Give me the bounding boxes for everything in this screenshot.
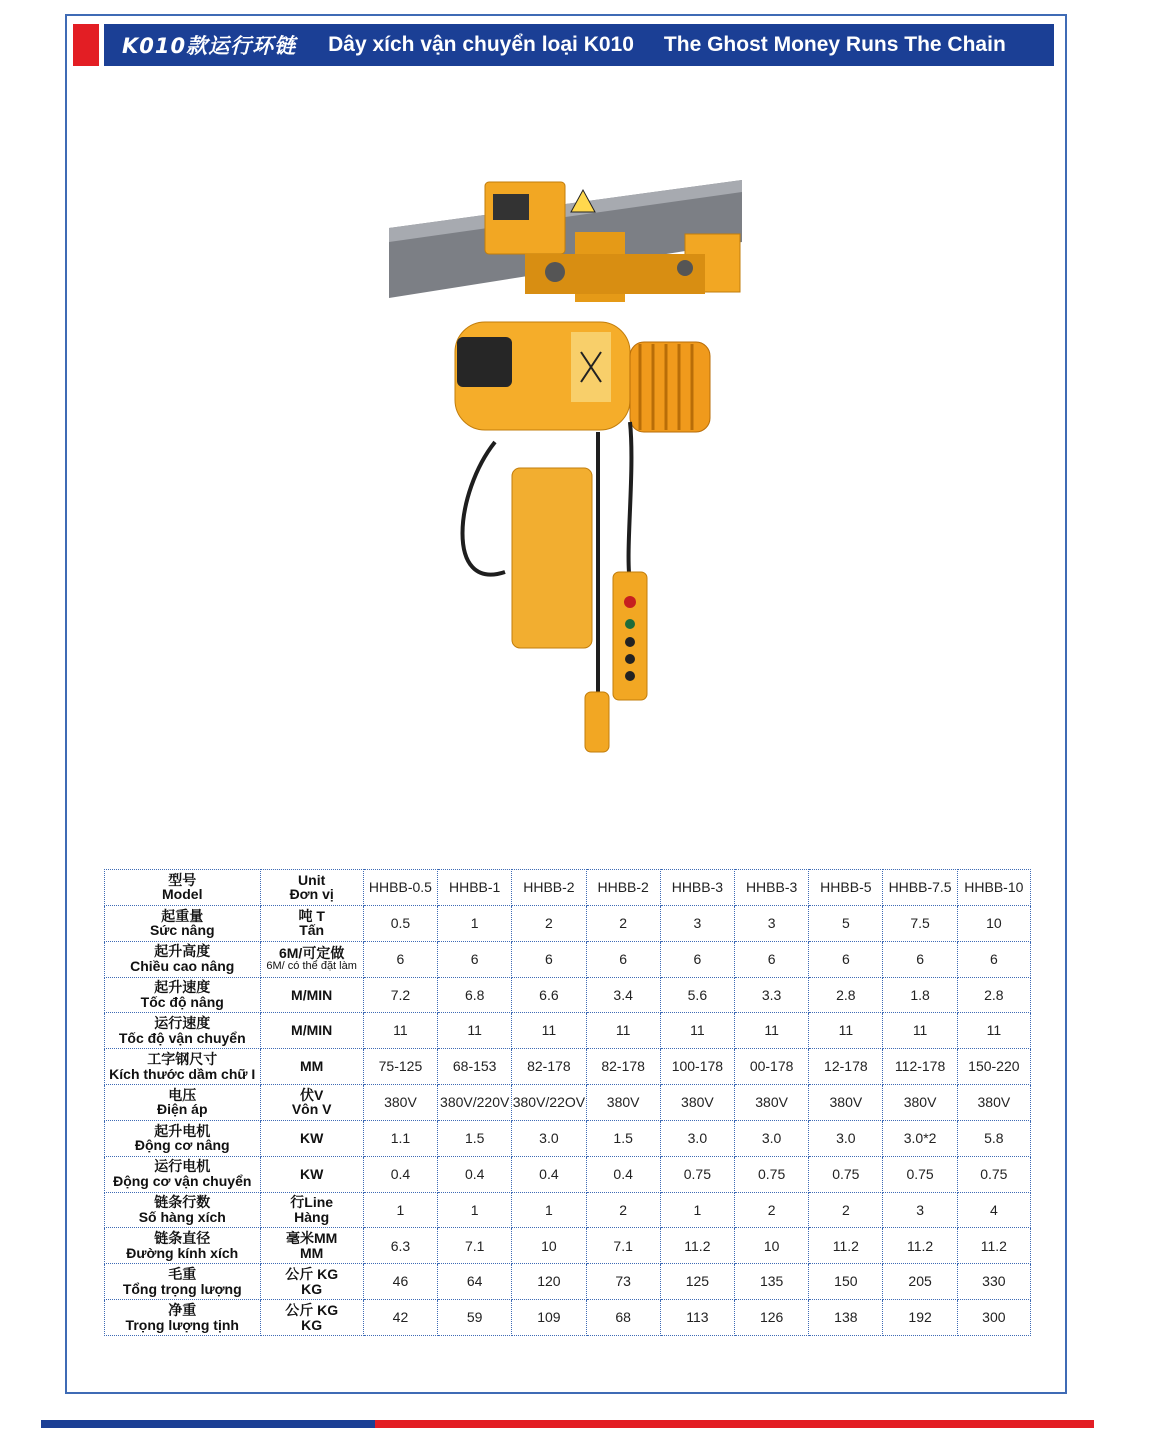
spec-row (105, 905, 1031, 941)
spec-value-cell: 0.75 (809, 1156, 883, 1192)
spec-value-cell: 380V (809, 1085, 883, 1121)
spec-value-cell: 3 (883, 1192, 957, 1228)
spec-value-cell: 11.2 (809, 1228, 883, 1264)
label-cn: 起升速度 (154, 979, 211, 996)
spec-value-cell: 64 (438, 1264, 512, 1300)
model-cell: HHBB-2 (512, 870, 586, 906)
spec-value-cell: 00-178 (735, 1049, 809, 1085)
spec-table (104, 869, 1031, 1336)
spec-value-cell: 0.75 (957, 1156, 1030, 1192)
header-bar (104, 24, 1054, 66)
spec-value-cell: 138 (809, 1300, 883, 1336)
label-vi: Đường kính xích (126, 1244, 239, 1261)
spec-value-cell: 0.4 (512, 1156, 586, 1192)
unit-line-1: 伏V (299, 1086, 324, 1103)
vietnamese-title: Dây xích vận chuyển loại K010 (328, 33, 634, 56)
spec-unit-cell (260, 1264, 363, 1300)
label-vi: Chiều cao nâng (130, 958, 235, 975)
label-vi: Động cơ nâng (134, 1137, 230, 1154)
spec-unit-cell (260, 1192, 363, 1228)
spec-value-cell: 82-178 (586, 1049, 660, 1085)
model-label-cell (105, 870, 261, 906)
spec-value-cell: 2 (586, 1192, 660, 1228)
spec-unit-cell (260, 1085, 363, 1121)
spec-value-cell: 11.2 (957, 1228, 1030, 1264)
label-vi: Tốc độ nâng (140, 993, 224, 1010)
spec-value-cell: 5.6 (660, 977, 734, 1013)
label-vi: Kích thước dầm chữ I (109, 1065, 256, 1082)
spec-value-cell: 11 (809, 1013, 883, 1049)
model-cell: HHBB-2 (586, 870, 660, 906)
header-red-tab (73, 24, 99, 66)
spec-value-cell: 2 (735, 1192, 809, 1228)
spec-value-cell: 7.2 (363, 977, 437, 1013)
spec-value-cell: 11 (586, 1013, 660, 1049)
spec-value-cell: 11 (438, 1013, 512, 1049)
unit-line-1: KW (300, 1129, 324, 1146)
spec-value-cell: 380V (660, 1085, 734, 1121)
spec-value-cell: 0.75 (883, 1156, 957, 1192)
spec-value-cell: 380V (735, 1085, 809, 1121)
unit-line-1: 毫米MM (286, 1230, 338, 1247)
spec-label-cell (105, 905, 261, 941)
spec-value-cell: 75-125 (363, 1049, 437, 1085)
spec-label-cell (105, 1085, 261, 1121)
unit-line-1: M/MIN (291, 1022, 333, 1039)
spec-value-cell: 6 (363, 941, 437, 977)
spec-value-cell: 46 (363, 1264, 437, 1300)
spec-value-cell: 1 (438, 1192, 512, 1228)
spec-value-cell: 3.0 (660, 1120, 734, 1156)
spec-value-cell: 11 (735, 1013, 809, 1049)
spec-value-cell: 330 (957, 1264, 1030, 1300)
unit-line-1: 吨 T (298, 907, 325, 924)
spec-value-cell: 0.4 (438, 1156, 512, 1192)
spec-value-cell: 113 (660, 1300, 734, 1336)
spec-value-cell: 10 (512, 1228, 586, 1264)
spec-value-cell: 7.1 (586, 1228, 660, 1264)
spec-unit-cell (260, 1013, 363, 1049)
spec-value-cell: 6 (660, 941, 734, 977)
unit-line-2: KG (301, 1280, 323, 1297)
spec-value-cell: 11.2 (883, 1228, 957, 1264)
spec-value-cell: 3.0 (809, 1120, 883, 1156)
spec-value-cell: 192 (883, 1300, 957, 1336)
spec-value-cell: 2 (586, 905, 660, 941)
spec-row (105, 1120, 1031, 1156)
spec-label-cell (105, 1049, 261, 1085)
spec-value-cell: 68-153 (438, 1049, 512, 1085)
unit-line-1: 公斤 KG (285, 1301, 339, 1318)
spec-row (105, 1013, 1031, 1049)
label-vi: Số hàng xích (138, 1209, 226, 1226)
spec-value-cell: 1.5 (438, 1120, 512, 1156)
spec-label-cell (105, 1156, 261, 1192)
spec-value-cell: 5.8 (957, 1120, 1030, 1156)
spec-value-cell: 380V (957, 1085, 1030, 1121)
spec-value-cell: 1 (512, 1192, 586, 1228)
spec-label-cell (105, 1013, 261, 1049)
spec-value-cell: 59 (438, 1300, 512, 1336)
spec-value-cell: 6.6 (512, 977, 586, 1013)
spec-value-cell: 3.0*2 (883, 1120, 957, 1156)
footer-blue-bar (41, 1420, 375, 1428)
label-cn: 工字钢尺寸 (147, 1050, 218, 1067)
spec-row (105, 1228, 1031, 1264)
model-title: K010款运行环链 (122, 34, 297, 58)
spec-unit-cell (260, 1228, 363, 1264)
spec-value-cell: 0.75 (660, 1156, 734, 1192)
spec-value-cell: 3 (660, 905, 734, 941)
spec-value-cell: 135 (735, 1264, 809, 1300)
unit-line-2: Tấn (299, 922, 325, 939)
spec-value-cell: 380V/22OV (512, 1085, 586, 1121)
spec-value-cell: 6 (735, 941, 809, 977)
spec-value-cell: 42 (363, 1300, 437, 1336)
spec-value-cell: 11 (883, 1013, 957, 1049)
unit-vi: Đơn vị (289, 886, 334, 903)
label-vi: Model (162, 886, 203, 903)
spec-label-cell (105, 941, 261, 977)
spec-value-cell: 11.2 (660, 1228, 734, 1264)
model-cell: HHBB-3 (735, 870, 809, 906)
label-cn: 毛重 (168, 1266, 197, 1283)
spec-unit-cell (260, 905, 363, 941)
unit-line-2: KG (301, 1316, 323, 1333)
spec-value-cell: 73 (586, 1264, 660, 1300)
spec-unit-cell (260, 1156, 363, 1192)
spec-row (105, 1264, 1031, 1300)
model-cell: HHBB-10 (957, 870, 1030, 906)
spec-value-cell: 3.3 (735, 977, 809, 1013)
spec-value-cell: 4 (957, 1192, 1030, 1228)
model-cell: HHBB-0.5 (363, 870, 437, 906)
spec-label-cell (105, 1264, 261, 1300)
label-vi: Sức nâng (149, 922, 215, 939)
spec-value-cell: 3 (735, 905, 809, 941)
spec-value-cell: 2.8 (809, 977, 883, 1013)
spec-value-cell: 10 (735, 1228, 809, 1264)
spec-value-cell: 6 (883, 941, 957, 977)
spec-value-cell: 10 (957, 905, 1030, 941)
spec-value-cell: 0.75 (735, 1156, 809, 1192)
spec-value-cell: 2.8 (957, 977, 1030, 1013)
unit-line-1: KW (300, 1165, 324, 1182)
spec-row (105, 977, 1031, 1013)
spec-unit-cell (260, 1120, 363, 1156)
label-vi: Trọng lượng tịnh (125, 1316, 239, 1333)
spec-value-cell: 1.8 (883, 977, 957, 1013)
spec-value-cell: 6 (438, 941, 512, 977)
spec-row (105, 1085, 1031, 1121)
label-cn: 运行速度 (154, 1015, 211, 1032)
spec-value-cell: 68 (586, 1300, 660, 1336)
unit-line-2: MM (300, 1244, 324, 1261)
label-vi: Điện áp (156, 1101, 208, 1118)
spec-value-cell: 3.0 (735, 1120, 809, 1156)
spec-value-cell: 12-178 (809, 1049, 883, 1085)
spec-value-cell: 380V (586, 1085, 660, 1121)
spec-value-cell: 150-220 (957, 1049, 1030, 1085)
model-cell: HHBB-1 (438, 870, 512, 906)
spec-value-cell: 1 (363, 1192, 437, 1228)
spec-value-cell: 3.4 (586, 977, 660, 1013)
label-cn: 起重量 (161, 907, 204, 924)
spec-row (105, 941, 1031, 977)
spec-value-cell: 11 (957, 1013, 1030, 1049)
spec-value-cell: 100-178 (660, 1049, 734, 1085)
spec-label-cell (105, 1300, 261, 1336)
label-cn: 起升电机 (154, 1122, 211, 1139)
unit-line-2: 6M/ có thể đặt làm (266, 959, 357, 972)
spec-value-cell: 1.5 (586, 1120, 660, 1156)
spec-label-cell (105, 1228, 261, 1264)
english-title: The Ghost Money Runs The Chain (663, 33, 1006, 56)
spec-value-cell: 1 (438, 905, 512, 941)
unit-line-1: 行Line (290, 1194, 334, 1211)
spec-unit-cell (260, 1049, 363, 1085)
spec-value-cell: 7.5 (883, 905, 957, 941)
spec-value-cell: 380V (883, 1085, 957, 1121)
spec-value-cell: 82-178 (512, 1049, 586, 1085)
spec-value-cell: 112-178 (883, 1049, 957, 1085)
spec-header-row (105, 870, 1031, 906)
spec-value-cell: 1 (660, 1192, 734, 1228)
footer-red-bar (375, 1420, 1094, 1428)
spec-label-cell (105, 977, 261, 1013)
spec-value-cell: 6.3 (363, 1228, 437, 1264)
unit-line-2: Vôn V (291, 1101, 332, 1118)
spec-value-cell: 380V/220V (438, 1085, 512, 1121)
spec-value-cell: 6 (512, 941, 586, 977)
spec-value-cell: 6.8 (438, 977, 512, 1013)
spec-value-cell: 0.5 (363, 905, 437, 941)
spec-value-cell: 6 (809, 941, 883, 977)
unit-line-2: Hàng (294, 1209, 330, 1226)
spec-value-cell: 126 (735, 1300, 809, 1336)
spec-label-cell (105, 1192, 261, 1228)
spec-value-cell: 0.4 (363, 1156, 437, 1192)
unit-line-1: MM (300, 1058, 324, 1075)
unit-label-cell (260, 870, 363, 906)
label-cn: 型号 (168, 871, 197, 888)
label-cn: 运行电机 (154, 1158, 211, 1175)
spec-row (105, 1049, 1031, 1085)
label-vi: Động cơ vận chuyển (113, 1173, 252, 1190)
spec-value-cell: 3.0 (512, 1120, 586, 1156)
spec-value-cell: 11 (363, 1013, 437, 1049)
spec-unit-cell (260, 977, 363, 1013)
spec-value-cell: 125 (660, 1264, 734, 1300)
spec-value-cell: 11 (512, 1013, 586, 1049)
spec-value-cell: 1.1 (363, 1120, 437, 1156)
spec-value-cell: 6 (586, 941, 660, 977)
unit-line-1: 6M/可定做 (278, 944, 345, 961)
label-cn: 净重 (168, 1301, 197, 1318)
spec-value-cell: 0.4 (586, 1156, 660, 1192)
spec-row (105, 1192, 1031, 1228)
spec-value-cell: 6 (957, 941, 1030, 977)
spec-row (105, 1300, 1031, 1336)
spec-label-cell (105, 1120, 261, 1156)
spec-value-cell: 300 (957, 1300, 1030, 1336)
spec-value-cell: 11 (660, 1013, 734, 1049)
spec-value-cell: 380V (363, 1085, 437, 1121)
spec-value-cell: 7.1 (438, 1228, 512, 1264)
spec-value-cell: 2 (809, 1192, 883, 1228)
unit-line-1: 公斤 KG (285, 1266, 339, 1283)
spec-row (105, 1156, 1031, 1192)
label-cn: 起升高度 (154, 943, 211, 960)
spec-value-cell: 205 (883, 1264, 957, 1300)
spec-value-cell: 5 (809, 905, 883, 941)
spec-unit-cell (260, 941, 363, 977)
unit-cn: Unit (298, 871, 326, 888)
model-cell: HHBB-3 (660, 870, 734, 906)
spec-value-cell: 109 (512, 1300, 586, 1336)
label-vi: Tốc độ vận chuyển (118, 1029, 246, 1046)
label-cn: 电压 (168, 1086, 197, 1103)
model-cell: HHBB-5 (809, 870, 883, 906)
label-cn: 链条行数 (154, 1194, 211, 1211)
spec-unit-cell (260, 1300, 363, 1336)
electric-chain-hoist-icon (385, 172, 750, 780)
spec-value-cell: 120 (512, 1264, 586, 1300)
label-vi: Tổng trọng lượng (122, 1280, 242, 1297)
unit-line-1: M/MIN (291, 986, 333, 1003)
spec-value-cell: 150 (809, 1264, 883, 1300)
model-cell: HHBB-7.5 (883, 870, 957, 906)
label-cn: 链条直径 (154, 1230, 211, 1247)
spec-value-cell: 2 (512, 905, 586, 941)
